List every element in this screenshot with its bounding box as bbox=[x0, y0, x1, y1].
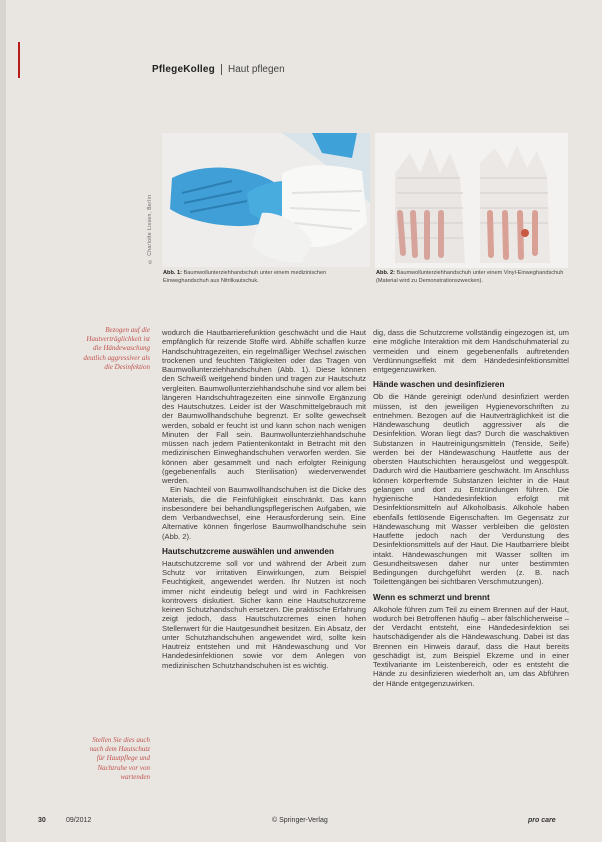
publisher: © Springer-Verlag bbox=[272, 817, 328, 824]
magazine-name: pro care bbox=[528, 817, 556, 824]
figure-caption-1 bbox=[163, 270, 371, 285]
body-paragraph: Ob die Hände gereinigt oder/und desinfiziert werden müssen, ist den jeweiligen Hygienevorschriften zu entnehmen. Bezogen auf die Hautverträglichkeit ist die Händewaschung deutlich aggressiver als die Desinfektion. Woran liegt das? Durch die waschaktiven Substanzen in Hautreinigungsmitteln (Tenside, Seife) werden bei der Händewaschung Hautfette aus der obersten Hautschichten herausgelöst und weggespült. Dadurch wird die Hautbarriere geschwächt. Im Anschluss können körperfremde Substanzen leichter in die Haut gelangen und dort zu Entzündungen führen. Die hygienische Händedesinfektion erfolgt mit Desinfektionsmitteln auf Alkoholbasis. Alkohole haben ebenfalls fettlösende Eigenschaften. Im Gegensatz zur Händewaschung mit Wasser verbleiben die gelösten Hautfette jedoch nach der Verdunstung des Desinfektionsmittels auf der Haut. Die Hautbarriere bleibt intakt. Händewaschungen mit Wasser sollten im Gesundheitswesen daher nur unter bestimmten Bedingungen durchgeführt werden (z. B. nach Toilettengängen bei sichtbaren Verschmutzungen). bbox=[373, 392, 569, 587]
body-paragraph: wodurch die Hautbarrierefunktion geschwächt und die Haut empfänglich für reizende Stoffe wird. Abhilfe schaffen kurze Handschuhtragezeiten, ein regelmäßiger Wechsel zwischen trockenen und feuchten Tätigkeiten oder das Tragen von Baumwollunterziehhandschuhen (Abb. 1). Diese können den Schweiß weitgehend binden und tragen zur Hautschutz vergleiten. Baumwollunterziehhandschuhe sind vor allem bei längeren Handschuhtragezeiten eine sinnvolle Ergänzung des Hautschutzes. Leider ist der Waschmittelgebrauch mit der Baumwollhandschuhe begrenzt. Er sollte gewechselt werden, sobald er feucht ist und kann schon nach wenigen Minuten der Fall sein. Baumwollunterziehhandschuhe müssen nach jedem Patientenkontakt in Betracht mit den medizinischen Einweghandschuhen verworfen werden. Sie können aber gesammelt und nach erfolgter Reinigung (gegebenenfalls auch Sterilisation) wiederverwendet werden. bbox=[162, 328, 366, 485]
page-edge bbox=[0, 0, 6, 842]
header-divider bbox=[221, 64, 222, 75]
photo-credit: © Charlotte Lissen, Berlin bbox=[147, 194, 153, 264]
text-column-right bbox=[373, 328, 569, 688]
caption-text: Baumwollunterziehhandschuh unter einem Vinyl-Einweghandschuh (Material wird zu Demonstrationszwecken). bbox=[376, 270, 564, 284]
section-heading: Wenn es schmerzt und brennt bbox=[373, 592, 490, 602]
body-paragraph: dig, dass die Schutzcreme vollständig eingezogen ist, um eine mögliche Interaktion mit dem Handschuhmaterial zu vermeiden und einem gegebenenfalls auftretenden Verdünnungseffekt mit dem Händedesinfektionsmittel entgegenzuwirken. bbox=[373, 328, 569, 374]
text-column-left bbox=[162, 328, 366, 670]
body-paragraph: Ein Nachteil von Baumwollhandschuhen ist die Dicke des Materials, die die Feinfühligkeit einschränkt. Das kann insbesondere bei behandlungspflegerischen Aufgaben, wie dem Verbandwechsel, eine Herausforderung sein. Eine Alternative können fingerlose Baumwollhandschuhe sein (Abb. 2). bbox=[162, 485, 366, 541]
pull-quote: Bezogen auf die Hautverträglichkeit ist die Händewaschung deutlich aggressiver als die Desinfektion bbox=[83, 326, 150, 371]
pull-quote: Stellen Sie dies auch nach dem Hautschutz für Hautpflege und Nachtruhe vor von wartenden bbox=[89, 736, 150, 781]
red-margin-mark bbox=[18, 42, 20, 78]
body-paragraph: Hautschutzcreme soll vor und während der Arbeit zum Schutz vor irritativen Einwirkungen, zum Beispiel Feuchtigkeit, angewendet werden. Ihr Nutzen ist noch immer nicht eindeutig belegt und wird in Fachkreisen kontrovers diskutiert. Sicher kann eine Hautschutzcreme keinen Schutzhandschuh ersetzen. Die praktische Erfahrung zeigt jedoch, dass Hautschutzcremes einen hohen Stellenwert für die Hautgesundheit besitzen. Ein Absatz, der unter Schutzhandschuhen angewendet wird, sollte kein Hautreiz entstehen und mit Händewaschung und Vor Handedesinfektionen sowie vor dem Anlegen von medizinischen Schutzhandschuhen ist es wichtig. bbox=[162, 558, 366, 670]
section-heading: Hände waschen und desinfizieren bbox=[373, 380, 505, 390]
caption-label: Abb. 1: bbox=[163, 270, 182, 276]
figure-caption-2 bbox=[376, 270, 572, 285]
caption-label: Abb. 2: bbox=[376, 270, 395, 276]
issue-number: 09/2012 bbox=[66, 817, 92, 824]
caption-text: Baumwollunterziehhandschuh unter einem medizinischen Einweghandschuh aus Nitrilkautschuk. bbox=[163, 270, 327, 284]
gloved-hands-photo bbox=[162, 133, 370, 267]
running-header bbox=[152, 64, 285, 75]
cotton-glove-hands-photo bbox=[375, 133, 568, 268]
page-number: 30 bbox=[38, 817, 46, 824]
body-paragraph: Alkohole führen zum Teil zu einem Brennen auf der Haut, wodurch bei Betroffenen häufig – aber fälschlicherweise – der Verdacht entsteht, eine Händedesinfektion sei hautschädigender als die Händewaschung. Dabei ist das Brennen ein Hinweis darauf, dass die Haut bereits geschädigt ist, zum Beispiel Ekzeme und in einer Textilvariante im Leistenbereich, oder es entsteht die Hände zu desinfizieren wiederholt an, um das Abführen der Hände entgegenzuwirken. bbox=[373, 604, 569, 688]
section-heading: Hautschutzcreme auswählen und anwenden bbox=[162, 546, 334, 556]
header-topic: Haut pflegen bbox=[227, 64, 285, 75]
header-brand: PflegeKolleg bbox=[152, 64, 215, 75]
